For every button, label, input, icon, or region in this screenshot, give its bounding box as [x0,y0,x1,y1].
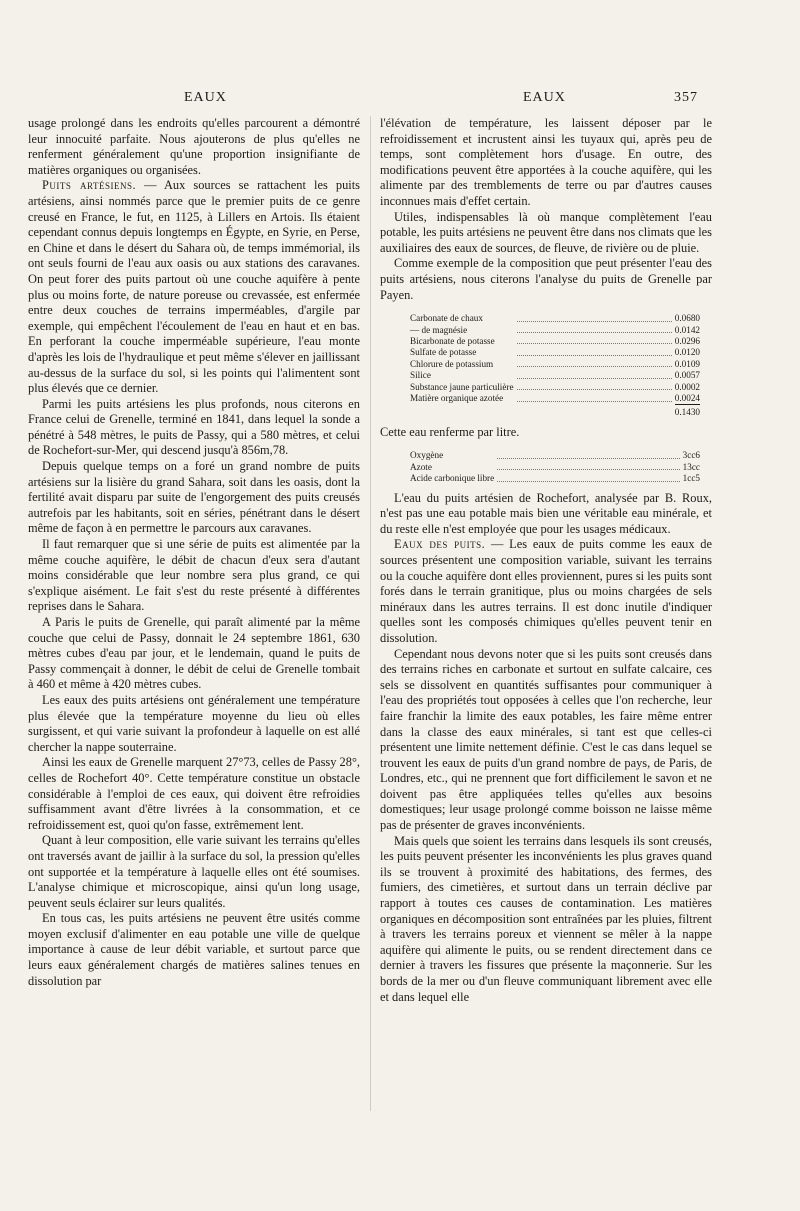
section-heading: Puits artésiens. [42,178,137,193]
row-label: Acide carbonique libre [410,473,495,484]
row-label: Oxygène [410,450,444,461]
table-row [410,450,700,461]
row-label: Silice [410,370,431,381]
table-row [410,370,700,381]
dot-leader [514,359,675,370]
table-row [410,382,700,393]
dot-leader [494,473,682,484]
table-row [410,336,700,347]
row-value: 0.0002 [674,381,700,392]
paragraph: Les eaux des puits artésiens ont généralement une température plus élevée que la température moyenne du lieu où elles surgissent, et qui varie suivant la profondeur à laquelle on est allé chercher la nappe souterraine. [28,692,360,754]
dot-leader [514,370,675,381]
paragraph-text: — Les eaux de puits comme les eaux de sources présentent une composition variable, suivant les terrains ou la couche aquifère dont elles proviennent, pures si les puits sont forés dans le terrain granitique, plus ou moins chargées de sels minéraux dans les autres terrains. Il est donc inutile d'indiquer quelles sont les composés chimiques qu'elles peuvent tenir en dissolution. [380,537,712,645]
paragraph: l'élévation de température, les laissent déposer par le refroidissement et incrustent ainsi les tuyaux qui, après peu de temps, sont complètement hors d'usage. En outre, des modifications peuvent être apportées à la couche aquifère, qui les alimente par des tremblements de terre ou par d'autres causes inconnues mais d'effet certain. [380,116,712,208]
row-value: 0.0120 [674,347,700,358]
paragraph: Depuis quelque temps on a foré un grand nombre de puits artésiens sur la lisière du grand Sahara, soit dans les oasis, dont la fertilité avait disparu par suite de l'engorgement des puits creusés autrefois par les habitants, soit en séries, pénétrant dans le désert même de façon à en permettre le parcours aux caravanes. [28,459,360,536]
row-value: 0.0057 [674,370,700,381]
row-value: 0.0142 [674,324,700,335]
dot-leader [494,462,682,473]
page-number: 357 [674,90,698,105]
table-row [410,359,700,370]
paragraph: Mais quels que soient les terrains dans lesquels ils sont creusés, les puits peuvent présenter les inconvénients les plus graves quand ils se trouvent à proximité des habitations, des fermes, des fumiers, des cimetières, et surtout dans un terrain déclive par rapport à toutes ces causes de contamination. Les matières organiques en décomposition sont entraînées par les pluies, filtrent à travers les terrains poreux et viennent se mêler à la nappe aquifère qui alimente le puits, ou se rendent directement dans ce dernier à travers les fissures que présente la maçonnerie. Sur les bords de la mer ou d'un fleuve communiquant librement avec elle et dans lequel elle [380,833,712,1004]
table-row [410,325,700,336]
gas-table-grenelle [410,450,700,484]
table-row [410,347,700,358]
table-total-row [410,405,700,419]
row-label: Sulfate de potasse [410,347,477,358]
row-label: Bicarbonate de potasse [410,335,495,346]
row-label: — de magnésie [410,324,468,335]
dot-leader [514,382,675,393]
dot-leader [514,325,675,336]
row-value: 0.0109 [674,358,700,369]
table-total: 0.1430 [675,405,700,419]
dot-leader [514,393,675,405]
paragraph: Ainsi les eaux de Grenelle marquent 27°73, celles de Passy 28°, celles de Rochefort 40°. Cette température constitue un obstacle considérable à l'emploi de ces eaux, qui doivent être refroidies suffisamment avant d'être livrées à la consommation, et ce refroidissement est, quoi qu'on fasse, extrêmement lent. [28,755,360,832]
dot-leader [514,336,675,347]
dot-leader [514,313,675,324]
paragraph: Parmi les puits artésiens les plus profonds, nous citerons en France celui de Grenelle, terminé en 1841, dans lequel la sonde a pénétré à 548 mètres, le puits de Passy, qui a 580 mètres, et celui de Rochefort-sur-Mer, qui descend jusqu'à 856m,78. [28,396,360,458]
table-row [410,393,700,405]
paragraph: Utiles, indispensables là où manque complètement l'eau potable, les puits artésiens ne peuvent être dans nos climats que les auxiliaires des eaux de sources, de fleuve, de rivière ou de pluie. [380,209,712,255]
row-value: 0.0024 [674,392,700,403]
dot-leader [494,450,682,461]
row-value: 3cc6 [682,450,700,461]
row-label: Substance jaune particulière [410,381,514,392]
paragraph: L'eau du puits artésien de Rochefort, analysée par B. Roux, n'est pas une eau potable mais bien une véritable eau minérale, et du reste elle n'est employée que pour les usages médicaux. [380,490,712,536]
right-column [380,116,712,1005]
paragraph: Quant à leur composition, elle varie suivant les terrains qu'elles ont traversés avant de jaillir à la surface du sol, la pression qu'elles ont supportée et la température à laquelle elles ont été soumises. L'analyse chimique et microscopique, ainsi qu'un long usage, peuvent seuls éclairer sur leurs qualités. [28,833,360,910]
paragraph-eaux-des-puits [380,537,712,646]
analysis-table-grenelle [410,313,700,419]
running-head-right: EAUX [523,90,566,105]
dot-leader [514,347,675,358]
column-divider [370,116,371,1111]
row-value: 0.0296 [674,335,700,346]
table-row [410,462,700,473]
row-label: Matière organique azotée [410,393,504,404]
table-row [410,313,700,324]
row-value: 0.0680 [674,313,700,324]
table-row [410,473,700,484]
paragraph: usage prolongé dans les endroits qu'elles parcourent a démontré leur innocuité parfaite. Nous ajouterons de plus qu'elles ne renferment généralement qu'une proportion insignifiante de matières organiques ou organisées. [28,116,360,177]
section-heading: Eaux des puits. [394,537,486,552]
row-label: Carbonate de chaux [410,313,483,324]
paragraph: Cependant nous devons noter que si les puits sont creusés dans des terrains riches en carbonate et surtout en sulfate calcaire, ces sels se dissolvent en quantités suffisantes pour communiquer à l'eau des propriétés tout opposées à celles que l'on recherche, leur faire franchir la limite des eaux potables, les faire même entrer dans la classe des eaux minérales, si tant est que celles-ci présentent une limite nettement définie. C'est le cas dans lequel se trouvent les eaux de puits d'un grand nombre de pays, de Paris, de Londres, etc., qui ne prennent que fort difficilement le savon et ne doivent pas être appliquées telles qu'elles aux besoins domestiques; leur usage prolongé comme boisson ne laisse même pas de présenter de graves inconvénients. [380,646,712,833]
running-head-left: EAUX [184,90,227,105]
paragraph-text: — Aux sources se rattachent les puits artésiens, ainsi nommés parce que le premier puits de ce genre creusé en France, le fut, en 1125, à Lillers en Artois. Ils étaient cependant connus depuis longtemps en Égypte, en Syrie, en Perse, en Chine et dans le désert du Sahara où, de temps immémorial, ils ont seuls fourni de l'eau aux oasis ou aux stations des caravanes. On peut forer des puits partout où une couche aquifère à pente plus ou moins forte, de nature poreuse ou crevassée, est enfermée entre deux couches de terrains imperméables, d'argile par exemple, qui empêchent l'écoulement de l'eau en haut et en bas. En perforant la couche imperméable supérieure, l'eau monte d'après les lois de l'hydraulique et peut même s'élever en jaillissant au-dessus de la surface du sol, si les points qui l'alimentent sont plus élevés que ce dernier. [28,178,360,396]
paragraph: Il faut remarquer que si une série de puits est alimentée par la même couche aquifère, le débit de chacun d'eux sera d'autant moins considérable que leur nombre sera plus grand, ce qui s'explique aisément. Le fait s'est du reste présenté à différentes reprises dans le Sahara. [28,537,360,614]
paragraph: Comme exemple de la composition que peut présenter l'eau des puits artésiens, nous citerons l'analyse du puits de Grenelle par Payen. [380,256,712,302]
paragraph: En tous cas, les puits artésiens ne peuvent être usités comme moyen exclusif d'alimenter en eau potable une ville de quelque importance à cause de leur débit variable, et surtout parce que leurs eaux généralement chargés de matières salines tenues en dissolution par [28,911,360,988]
row-value: 1cc5 [682,473,700,484]
row-label: Chlorure de potassium [410,358,494,369]
table-subheading: Cette eau renferme par litre. [380,424,520,439]
paragraph: A Paris le puits de Grenelle, qui paraît alimenté par la même couche que celui de Passy, donnait le 24 septembre 1861, 630 mètres cubes d'eau par jour, et le lendemain, quand le puits de Passy commençait à donner, le débit de celui de Grenelle tombait à 460 et même à 420 mètres cubes. [28,615,360,692]
row-value: 13cc [682,461,700,472]
row-label: Azote [410,461,432,472]
left-column [28,116,360,989]
paragraph-puits-artesiens [28,178,360,396]
